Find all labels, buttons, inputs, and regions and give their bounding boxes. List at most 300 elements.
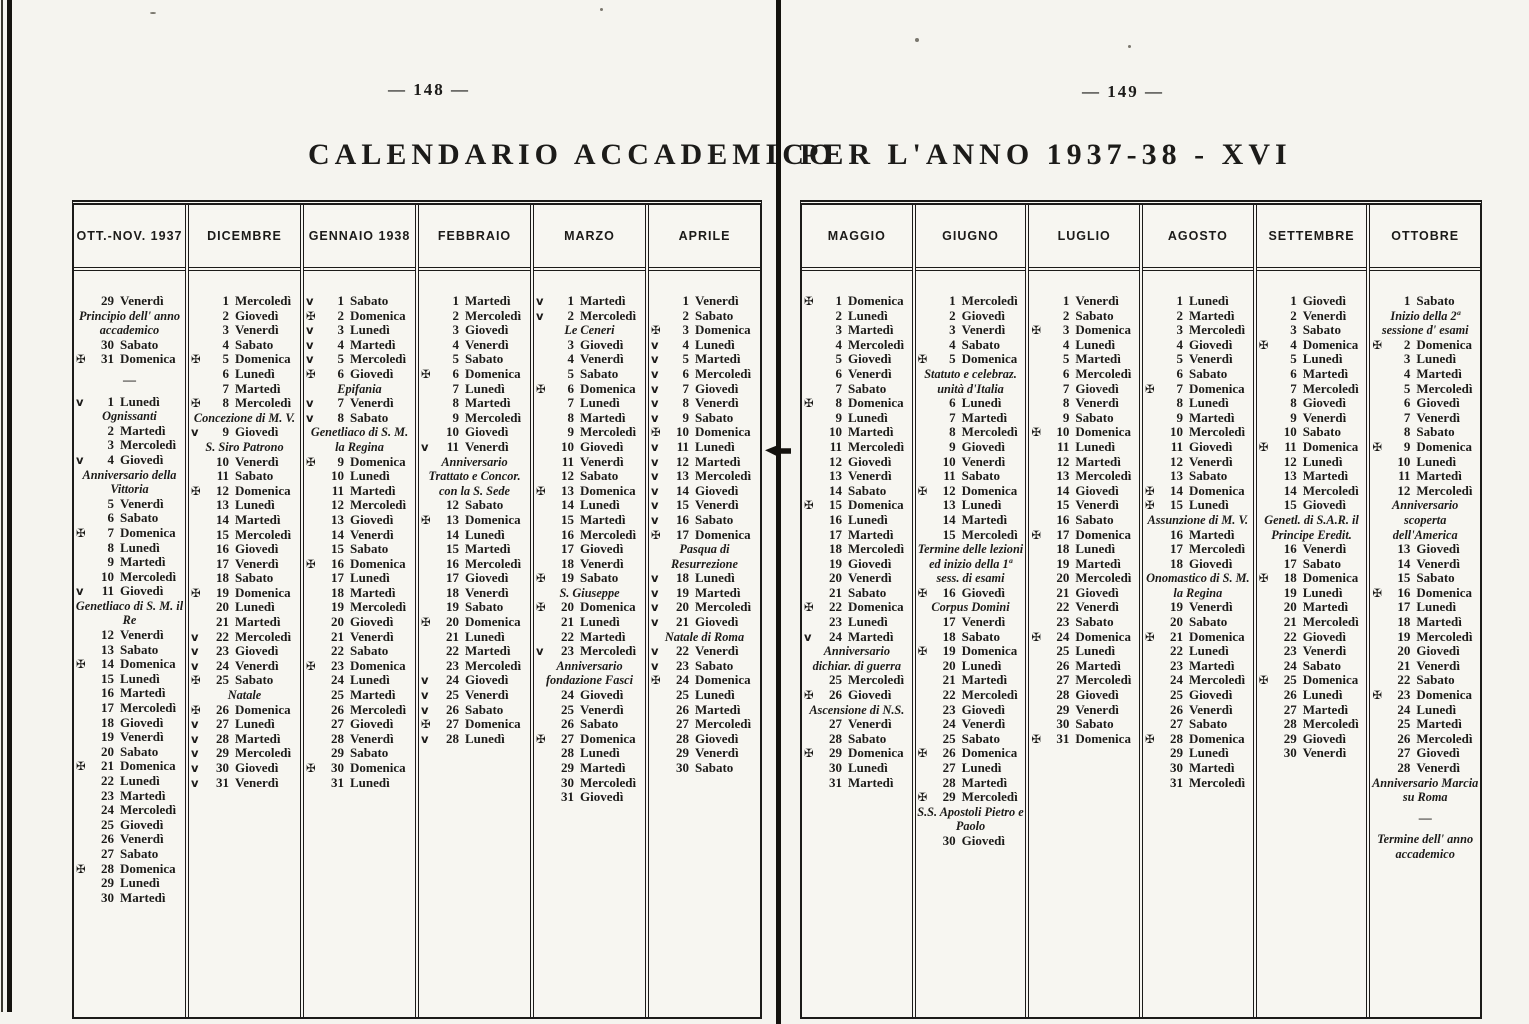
holy-day-cross-icon: ✠	[421, 512, 431, 527]
calendar-day-row	[419, 513, 530, 528]
day-number: 14	[829, 482, 842, 498]
weekday-name: Martedì	[848, 774, 894, 790]
calendar-note: Inizio della 2ª sessione d' esami	[1381, 308, 1469, 338]
day-number: 3	[1403, 351, 1411, 367]
calendar-day-row	[74, 759, 185, 774]
day-number: 26	[1170, 701, 1184, 717]
day-number: 6	[835, 365, 842, 381]
day-number: 16	[829, 511, 842, 527]
calendar-day-row	[916, 644, 1026, 659]
weekday-name: Giovedì	[1075, 584, 1119, 600]
calendar-table-right-page	[800, 200, 1482, 1019]
calendar-day-row	[1370, 440, 1480, 455]
weekday-name: Mercoledì	[1302, 614, 1359, 630]
day-number: 30	[1170, 760, 1184, 775]
month-column	[530, 205, 645, 1017]
day-number: 9	[222, 424, 229, 440]
calendar-day-row	[1370, 732, 1480, 747]
weekday-name: Venerdì	[235, 555, 279, 571]
calendar-day-row	[1143, 528, 1253, 543]
calendar-day-row	[74, 453, 185, 468]
weekday-name: Sabato	[1302, 322, 1341, 338]
calendar-day-row	[419, 688, 530, 703]
weekday-name: Venerdì	[1075, 497, 1119, 513]
weekday-name: Giovedì	[1075, 687, 1119, 703]
weekday-name: Domenica	[235, 351, 291, 367]
calendar-day-row	[649, 440, 760, 455]
calendar-day-row	[1257, 615, 1367, 630]
calendar-day-row	[1370, 455, 1480, 470]
vacation-marker: v	[421, 688, 429, 703]
calendar-day-row	[649, 586, 760, 601]
day-number: 22	[331, 643, 344, 659]
calendar-day-row	[534, 776, 645, 791]
weekday-name: Sabato	[580, 468, 619, 484]
weekday-name: Lunedì	[961, 657, 1002, 673]
weekday-name: Sabato	[350, 541, 389, 557]
holy-day-cross-icon: ✠	[76, 525, 86, 540]
calendar-note: Anniversario Marcia su Roma	[1372, 775, 1479, 805]
weekday-name: Martedì	[1302, 599, 1349, 615]
vacation-marker: v	[306, 294, 314, 308]
calendar-day-row	[534, 425, 645, 440]
day-number: 28	[446, 730, 459, 746]
calendar-day-row	[802, 469, 912, 484]
weekday-name: Martedì	[465, 395, 511, 411]
day-number: 18	[1397, 614, 1411, 630]
day-number: 9	[1290, 409, 1297, 425]
vacation-marker: v	[306, 352, 314, 367]
calendar-day-row	[419, 323, 530, 338]
calendar-day-row	[189, 586, 300, 601]
day-number: 2	[1176, 307, 1184, 323]
calendar-day-row	[916, 396, 1026, 411]
holy-day-cross-icon: ✠	[191, 483, 201, 498]
calendar-day-row	[802, 717, 912, 732]
day-number: 5	[222, 351, 229, 367]
calendar-day-row	[1257, 673, 1367, 688]
weekday-name: Domenica	[1075, 322, 1131, 338]
weekday-name: Domenica	[120, 656, 176, 672]
day-number: 1	[1403, 293, 1411, 308]
weekday-name: Domenica	[465, 511, 521, 527]
day-number: 7	[452, 380, 459, 396]
vacation-marker: v	[306, 410, 314, 425]
day-number: 17	[101, 700, 114, 716]
month-column	[415, 205, 530, 1017]
weekday-name: Martedì	[235, 614, 281, 630]
weekday-name: Lunedì	[1075, 438, 1116, 454]
weekday-name: Venerdì	[848, 365, 892, 381]
day-number: 7	[107, 524, 114, 540]
day-number: 18	[216, 570, 229, 586]
weekday-name: Mercoledì	[350, 497, 407, 513]
day-number: 4	[835, 336, 842, 352]
day-number: 12	[216, 482, 229, 498]
month-header: MARZO	[534, 205, 645, 271]
weekday-name: Venerdì	[961, 322, 1006, 338]
calendar-day-row	[1143, 659, 1253, 674]
weekday-name: Sabato	[848, 482, 887, 498]
weekday-name: Martedì	[1189, 526, 1235, 542]
holy-day-cross-icon: ✠	[76, 759, 86, 774]
holy-day-cross-icon: ✠	[651, 425, 661, 440]
vacation-marker: v	[651, 483, 659, 498]
weekday-name: Giovedì	[1075, 380, 1119, 396]
weekday-name: Venerdì	[350, 526, 394, 542]
vacation-marker: v	[536, 294, 544, 308]
vacation-marker: v	[76, 452, 84, 467]
weekday-name: Martedì	[961, 409, 1008, 425]
weekday-name: Domenica	[695, 526, 751, 542]
calendar-day-row	[534, 396, 645, 411]
day-number: 9	[337, 453, 344, 469]
weekday-name: Sabato	[1302, 657, 1341, 673]
weekday-name: Mercoledì	[1416, 628, 1473, 644]
calendar-day-row	[1370, 703, 1480, 718]
weekday-name: Lunedì	[580, 745, 620, 761]
calendar-day-row	[1029, 352, 1139, 367]
weekday-name: Domenica	[580, 730, 636, 746]
calendar-note: Genetliaco di S. M. la Regina	[310, 425, 409, 454]
weekday-name: Venerdì	[120, 831, 164, 847]
day-number: 9	[567, 424, 574, 440]
holy-day-cross-icon: ✠	[804, 396, 814, 411]
weekday-name: Domenica	[235, 584, 291, 600]
calendar-day-row	[189, 367, 300, 382]
calendar-day-row	[534, 644, 645, 659]
day-number: 29	[676, 745, 689, 761]
day-number: 18	[331, 584, 344, 600]
calendar-day-row	[189, 746, 300, 761]
calendar-day-row	[916, 469, 1026, 484]
calendar-day-row	[74, 862, 185, 877]
day-number: 29	[829, 745, 842, 761]
day-number: 16	[1397, 584, 1411, 600]
weekday-name: Giovedì	[695, 482, 739, 498]
holy-day-cross-icon: ✠	[191, 396, 201, 411]
weekday-name: Domenica	[350, 760, 406, 775]
calendar-day-row	[1370, 688, 1480, 703]
calendar-day-row	[74, 511, 185, 526]
day-number: 7	[1403, 409, 1411, 425]
day-number: 23	[1170, 657, 1184, 673]
calendar-day-row	[1257, 659, 1367, 674]
day-number: 22	[1397, 672, 1411, 688]
day-number: 17	[829, 526, 842, 542]
month-header: MAGGIO	[802, 205, 912, 271]
day-number: 8	[1176, 395, 1184, 411]
weekday-name: Sabato	[1075, 614, 1114, 630]
calendar-note: Natale di Roma	[664, 629, 745, 644]
day-number: 27	[942, 760, 956, 775]
weekday-name: Sabato	[695, 760, 734, 775]
weekday-name: Giovedì	[1416, 643, 1460, 659]
weekday-name: Venerdì	[695, 293, 739, 308]
day-number: 6	[1176, 365, 1184, 381]
calendar-note: Anniversario Trattato e Concor. con la S. Sede	[428, 454, 521, 498]
day-number: 11	[101, 583, 114, 599]
holy-day-cross-icon: ✠	[917, 790, 928, 805]
calendar-day-row	[304, 542, 415, 557]
weekday-name: Sabato	[848, 584, 887, 600]
weekday-name: Giovedì	[580, 336, 624, 352]
calendar-day-row	[1029, 498, 1139, 513]
day-number: 10	[101, 568, 114, 584]
day-number: 20	[1056, 570, 1070, 586]
day-number: 16	[1283, 541, 1297, 557]
weekday-name: Giovedì	[1189, 438, 1233, 454]
month-header: GENNAIO 1938	[304, 205, 415, 271]
day-number: 12	[561, 468, 574, 484]
holy-day-cross-icon: ✠	[191, 352, 201, 367]
calendar-day-row	[649, 600, 760, 615]
weekday-name: Giovedì	[350, 365, 394, 381]
vacation-marker: v	[306, 337, 314, 352]
calendar-day-row	[189, 761, 300, 776]
day-number: 27	[446, 716, 459, 732]
day-number: 3	[1290, 322, 1297, 338]
calendar-day-row	[1029, 630, 1139, 645]
calendar-day-row	[916, 673, 1026, 688]
day-number: 20	[1397, 643, 1411, 659]
weekday-name: Lunedì	[848, 760, 888, 775]
holy-day-cross-icon: ✠	[536, 483, 546, 498]
weekday-name: Mercoledì	[1416, 380, 1473, 396]
calendar-day-row	[916, 586, 1026, 601]
weekday-name: Venerdì	[120, 495, 164, 511]
day-number: 10	[676, 424, 689, 440]
weekday-name: Domenica	[695, 424, 751, 440]
calendar-day-row	[189, 703, 300, 718]
day-number: 28	[331, 730, 344, 746]
calendar-day-row	[1143, 338, 1253, 353]
weekday-name: Lunedì	[1416, 453, 1457, 469]
day-number: 13	[1397, 541, 1411, 557]
weekday-name: Mercoledì	[235, 745, 292, 761]
weekday-name: Domenica	[1189, 730, 1245, 746]
weekday-name: Giovedì	[1189, 555, 1233, 571]
day-number: 18	[446, 584, 459, 600]
calendar-day-row	[189, 644, 300, 659]
calendar-day-row	[1257, 425, 1367, 440]
month-column	[1366, 205, 1480, 1017]
calendar-day-row	[534, 542, 645, 557]
calendar-day-row	[649, 703, 760, 718]
calendar-day-row	[1143, 644, 1253, 659]
calendar-note: S. Giuseppe	[559, 585, 620, 600]
day-number: 21	[1170, 628, 1184, 644]
weekday-name: Mercoledì	[120, 437, 177, 453]
calendar-day-row	[534, 382, 645, 397]
day-number: 16	[942, 584, 956, 600]
day-number: 29	[561, 760, 574, 775]
weekday-name: Venerdì	[1416, 555, 1460, 571]
weekday-name: Giovedì	[235, 424, 279, 440]
calendar-day-row	[1029, 600, 1139, 615]
calendar-day-row	[1029, 323, 1139, 338]
day-number: 5	[682, 351, 689, 367]
day-number: 16	[331, 555, 344, 571]
weekday-name: Martedì	[120, 422, 166, 438]
calendar-day-row	[802, 309, 912, 324]
day-number: 17	[1283, 555, 1297, 571]
day-number: 14	[1056, 482, 1070, 498]
weekday-name: Mercoledì	[1075, 365, 1132, 381]
weekday-name: Domenica	[961, 351, 1018, 367]
calendar-day-row	[916, 834, 1026, 849]
month-header: GIUGNO	[916, 205, 1026, 271]
month-body	[1143, 271, 1253, 1017]
weekday-name: Sabato	[961, 628, 1000, 644]
day-number: 2	[222, 307, 229, 323]
holy-day-cross-icon: ✠	[306, 366, 316, 381]
day-number: 3	[682, 322, 689, 338]
weekday-name: Mercoledì	[961, 293, 1018, 308]
calendar-day-row	[534, 703, 645, 718]
calendar-day-row	[649, 644, 760, 659]
calendar-day-row	[802, 352, 912, 367]
day-number: 12	[942, 482, 956, 498]
weekday-name: Martedì	[465, 643, 511, 659]
weekday-name: Martedì	[1302, 468, 1349, 484]
weekday-name: Sabato	[1302, 424, 1341, 440]
day-number: 1	[567, 293, 574, 308]
weekday-name: Lunedì	[580, 395, 620, 411]
weekday-name: Martedì	[1416, 716, 1462, 732]
day-number: 6	[107, 510, 114, 526]
weekday-name: Venerdì	[120, 293, 164, 308]
calendar-day-row	[304, 776, 415, 791]
day-number: 26	[676, 701, 689, 717]
day-number: 22	[829, 599, 842, 615]
weekday-name: Mercoledì	[235, 628, 292, 644]
calendar-day-row	[1370, 425, 1480, 440]
calendar-day-row	[1029, 455, 1139, 470]
day-number: 23	[561, 643, 574, 659]
calendar-day-row	[649, 732, 760, 747]
weekday-name: Mercoledì	[580, 307, 637, 323]
day-number: 10	[446, 424, 459, 440]
day-number: 25	[1170, 687, 1184, 703]
weekday-name: Lunedì	[350, 322, 390, 338]
weekday-name: Lunedì	[235, 497, 275, 513]
calendar-day-row	[534, 615, 645, 630]
day-number: 4	[1062, 336, 1070, 352]
vacation-marker: v	[421, 731, 429, 746]
day-number: 13	[331, 511, 344, 527]
weekday-name: Giovedì	[235, 541, 279, 557]
weekday-name: Martedì	[235, 511, 281, 527]
day-number: 5	[337, 351, 344, 367]
weekday-name: Domenica	[961, 643, 1018, 659]
calendar-day-row	[649, 309, 760, 324]
day-number: 19	[101, 729, 114, 745]
weekday-name: Venerdì	[1302, 409, 1347, 425]
weekday-name: Martedì	[120, 685, 166, 701]
calendar-day-row	[1370, 600, 1480, 615]
calendar-day-row	[1029, 644, 1139, 659]
calendar-note: Statuto e celebraz. unità d'Italia	[924, 366, 1017, 396]
calendar-day-row	[802, 586, 912, 601]
calendar-day-row	[74, 730, 185, 745]
weekday-name: Venerdì	[120, 729, 164, 745]
weekday-name: Martedì	[1189, 307, 1235, 323]
weekday-name: Martedì	[1416, 365, 1462, 381]
book-binding-line	[7, 0, 12, 1012]
weekday-name: Venerdì	[961, 614, 1006, 630]
weekday-name: Lunedì	[120, 393, 160, 409]
weekday-name: Domenica	[1075, 526, 1131, 542]
holy-day-cross-icon: ✠	[1258, 673, 1269, 688]
day-number: 30	[1283, 745, 1297, 761]
calendar-day-row	[534, 455, 645, 470]
day-number: 24	[942, 716, 956, 732]
calendar-day-row	[1029, 717, 1139, 732]
day-number: 20	[829, 570, 842, 586]
day-number: 1	[835, 293, 842, 308]
calendar-day-row	[649, 513, 760, 528]
weekday-name: Mercoledì	[848, 672, 905, 688]
calendar-day-row	[802, 323, 912, 338]
day-number: 25	[676, 687, 689, 703]
holy-day-cross-icon: ✠	[917, 746, 928, 761]
calendar-day-row	[304, 673, 415, 688]
weekday-name: Mercoledì	[695, 468, 752, 484]
day-number: 8	[222, 395, 229, 411]
weekday-name: Lunedì	[1302, 687, 1343, 703]
day-number: 14	[216, 511, 229, 527]
weekday-name: Lunedì	[235, 599, 275, 615]
calendar-day-row	[419, 673, 530, 688]
weekday-name: Sabato	[350, 293, 389, 308]
weekday-name: Domenica	[350, 555, 406, 571]
weekday-name: Giovedì	[120, 714, 164, 730]
calendar-day-row	[74, 497, 185, 512]
day-number: 16	[1170, 526, 1184, 542]
weekday-name: Mercoledì	[1302, 716, 1359, 732]
weekday-name: Mercoledì	[961, 687, 1018, 703]
weekday-name: Venerdì	[465, 687, 509, 703]
weekday-name: Martedì	[465, 293, 511, 308]
day-number: 15	[331, 541, 344, 557]
day-number: 23	[942, 701, 956, 717]
weekday-name: Venerdì	[350, 395, 394, 411]
calendar-day-row	[1370, 294, 1480, 309]
calendar-day-row	[419, 440, 530, 455]
weekday-name: Domenica	[235, 701, 291, 717]
weekday-name: Lunedì	[120, 875, 160, 891]
day-number: 26	[331, 701, 344, 717]
weekday-name: Domenica	[465, 365, 521, 381]
calendar-day-row	[1029, 411, 1139, 426]
weekday-name: Martedì	[120, 554, 166, 570]
vacation-marker: v	[651, 454, 659, 469]
weekday-name: Martedì	[961, 672, 1008, 688]
day-number: 19	[561, 570, 574, 586]
holy-day-cross-icon: ✠	[1258, 337, 1269, 352]
day-number: 29	[942, 789, 956, 805]
day-number: 24	[331, 672, 344, 688]
calendar-day-row	[304, 294, 415, 309]
holy-day-cross-icon: ✠	[1145, 731, 1155, 746]
calendar-day-row	[1029, 469, 1139, 484]
weekday-name: Venerdì	[848, 570, 892, 586]
weekday-name: Mercoledì	[1302, 380, 1359, 396]
weekday-name: Martedì	[350, 482, 396, 498]
calendar-day-row	[802, 557, 912, 572]
month-body	[74, 271, 185, 1017]
